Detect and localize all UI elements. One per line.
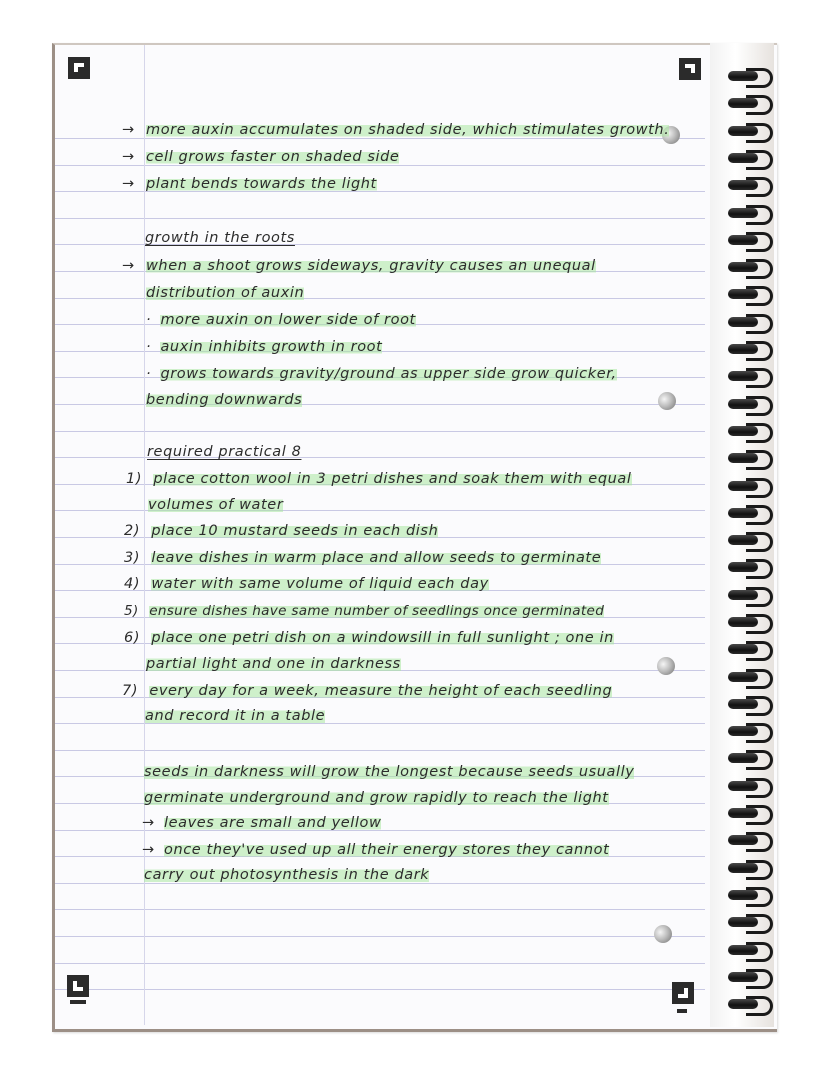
- spiral-coil-icon: [728, 969, 772, 985]
- intro-text: when a shoot grows sideways, gravity causes an unequal: [145, 258, 596, 274]
- spiral-coil-icon: [728, 232, 772, 248]
- arrow-icon: →: [122, 258, 135, 274]
- bullet-line: [122, 148, 399, 166]
- point-text: more auxin on lower side of root: [160, 312, 416, 328]
- conclusion-line: seeds in darkness will grow the longest because seeds usually: [144, 764, 635, 780]
- spiral-coil-icon: [728, 587, 772, 603]
- corner-marker-top-left-icon: [68, 57, 90, 79]
- corner-marker-bottom-right-icon: [672, 982, 694, 1004]
- point-line: [146, 311, 416, 329]
- spiral-coil-icon: [728, 860, 772, 876]
- spiral-coil-icon: [728, 205, 772, 221]
- step-number: 7): [122, 683, 139, 699]
- arrow-icon: →: [142, 815, 155, 831]
- point-continuation: bending downwards: [146, 392, 303, 408]
- bullet-text: cell grows faster on shaded side: [145, 149, 400, 165]
- ruled-line: [55, 750, 705, 751]
- bullet-line: [122, 121, 669, 139]
- punch-hole-icon: [654, 925, 672, 943]
- point-text: once they've used up all their energy stores they cannot: [163, 842, 610, 858]
- conclusion-point: [142, 814, 381, 832]
- spiral-coil-icon: [728, 996, 772, 1012]
- spiral-coil-icon: [728, 177, 772, 193]
- step-number: 5): [124, 603, 139, 619]
- punch-hole-icon: [657, 657, 675, 675]
- bullet-dot-icon: ·: [146, 339, 152, 355]
- point-text: grows towards gravity/ground as upper side grow quicker,: [160, 366, 617, 382]
- intro-continuation: distribution of auxin: [146, 285, 305, 301]
- spiral-coil-icon: [728, 150, 772, 166]
- spiral-coil-icon: [728, 123, 772, 139]
- step-text: place cotton wool in 3 petri dishes and soak them with equal: [153, 471, 632, 487]
- spiral-coil-icon: [728, 95, 772, 111]
- spiral-coil-icon: [728, 68, 772, 84]
- step-text: ensure dishes have same number of seedlings once germinated: [149, 603, 605, 619]
- step-6: [124, 629, 614, 647]
- step-number: 4): [124, 576, 141, 592]
- step-number: 3): [124, 550, 141, 566]
- spiral-coil-icon: [728, 450, 772, 466]
- step-7: [122, 682, 612, 700]
- spiral-coil-icon: [728, 505, 772, 521]
- point-text: auxin inhibits growth in root: [160, 339, 383, 355]
- ruled-line: [55, 936, 705, 937]
- step-number: 6): [124, 630, 141, 646]
- spiral-coil-icon: [728, 914, 772, 930]
- step-5: [124, 602, 604, 620]
- conclusion-line: germinate underground and grow rapidly to reach the light: [144, 790, 609, 806]
- spiral-coil-icon: [728, 723, 772, 739]
- spiral-coil-icon: [728, 696, 772, 712]
- step-text: water with same volume of liquid each day: [151, 576, 489, 592]
- marker-dash: [677, 1009, 687, 1013]
- bullet-dot-icon: ·: [146, 312, 152, 328]
- step-text: every day for a week, measure the height of each seedling: [149, 683, 613, 699]
- conclusion-final-line: carry out photosynthesis in the dark: [144, 867, 430, 883]
- step-1-continuation: volumes of water: [148, 497, 284, 513]
- spiral-coil-icon: [728, 669, 772, 685]
- conclusion-point: [142, 841, 609, 859]
- spiral-coil-icon: [728, 286, 772, 302]
- spiral-coil-icon: [728, 259, 772, 275]
- spiral-coil-icon: [728, 423, 772, 439]
- spiral-coil-icon: [728, 532, 772, 548]
- section-heading: required practical 8: [147, 444, 302, 460]
- spiral-coil-icon: [728, 368, 772, 384]
- step-3: [124, 549, 601, 567]
- step-1: [126, 470, 632, 488]
- spiral-coil-icon: [728, 942, 772, 958]
- spiral-coil-icon: [728, 750, 772, 766]
- spiral-coil-icon: [728, 614, 772, 630]
- punch-hole-icon: [658, 392, 676, 410]
- corner-marker-bottom-left-icon: [67, 975, 89, 997]
- ruled-line: [55, 218, 705, 219]
- bullet-line: [122, 175, 377, 193]
- spiral-coil-icon: [728, 396, 772, 412]
- point-line: [146, 338, 382, 356]
- bullet-dot-icon: ·: [146, 366, 152, 382]
- step-6-continuation: partial light and one in darkness: [146, 656, 401, 672]
- spiral-coil-icon: [728, 341, 772, 357]
- point-line: [146, 365, 617, 383]
- step-7-continuation: and record it in a table: [145, 708, 326, 724]
- step-4: [124, 575, 489, 593]
- spiral-coil-icon: [728, 832, 772, 848]
- bullet-text: plant bends towards the light: [145, 176, 377, 192]
- arrow-icon: →: [122, 176, 135, 192]
- spiral-coil-icon: [728, 641, 772, 657]
- ruled-line: [55, 989, 705, 990]
- spiral-coil-icon: [728, 805, 772, 821]
- arrow-icon: →: [122, 122, 135, 138]
- spiral-coil-icon: [728, 559, 772, 575]
- marker-dash: [70, 1000, 86, 1004]
- step-text: place 10 mustard seeds in each dish: [151, 523, 439, 539]
- step-number: 2): [124, 523, 141, 539]
- step-text: leave dishes in warm place and allow seeds to germinate: [151, 550, 602, 566]
- bullet-text: more auxin accumulates on shaded side, which stimulates growth.: [145, 122, 670, 138]
- step-number: 1): [126, 471, 143, 487]
- step-2: [124, 522, 438, 540]
- corner-marker-top-right-icon: [679, 58, 701, 80]
- spiral-coil-icon: [728, 778, 772, 794]
- arrow-icon: →: [142, 842, 155, 858]
- spiral-coil-icon: [728, 478, 772, 494]
- arrow-icon: →: [122, 149, 135, 165]
- point-text: leaves are small and yellow: [163, 815, 382, 831]
- step-text: place one petri dish on a windowsill in full sunlight ; one in: [151, 630, 614, 646]
- ruled-line: [55, 963, 705, 964]
- ruled-line: [55, 909, 705, 910]
- spiral-coil-icon: [728, 887, 772, 903]
- intro-line: [122, 257, 596, 275]
- spiral-coil-icon: [728, 314, 772, 330]
- section-heading: growth in the roots: [145, 230, 295, 246]
- ruled-line: [55, 431, 705, 432]
